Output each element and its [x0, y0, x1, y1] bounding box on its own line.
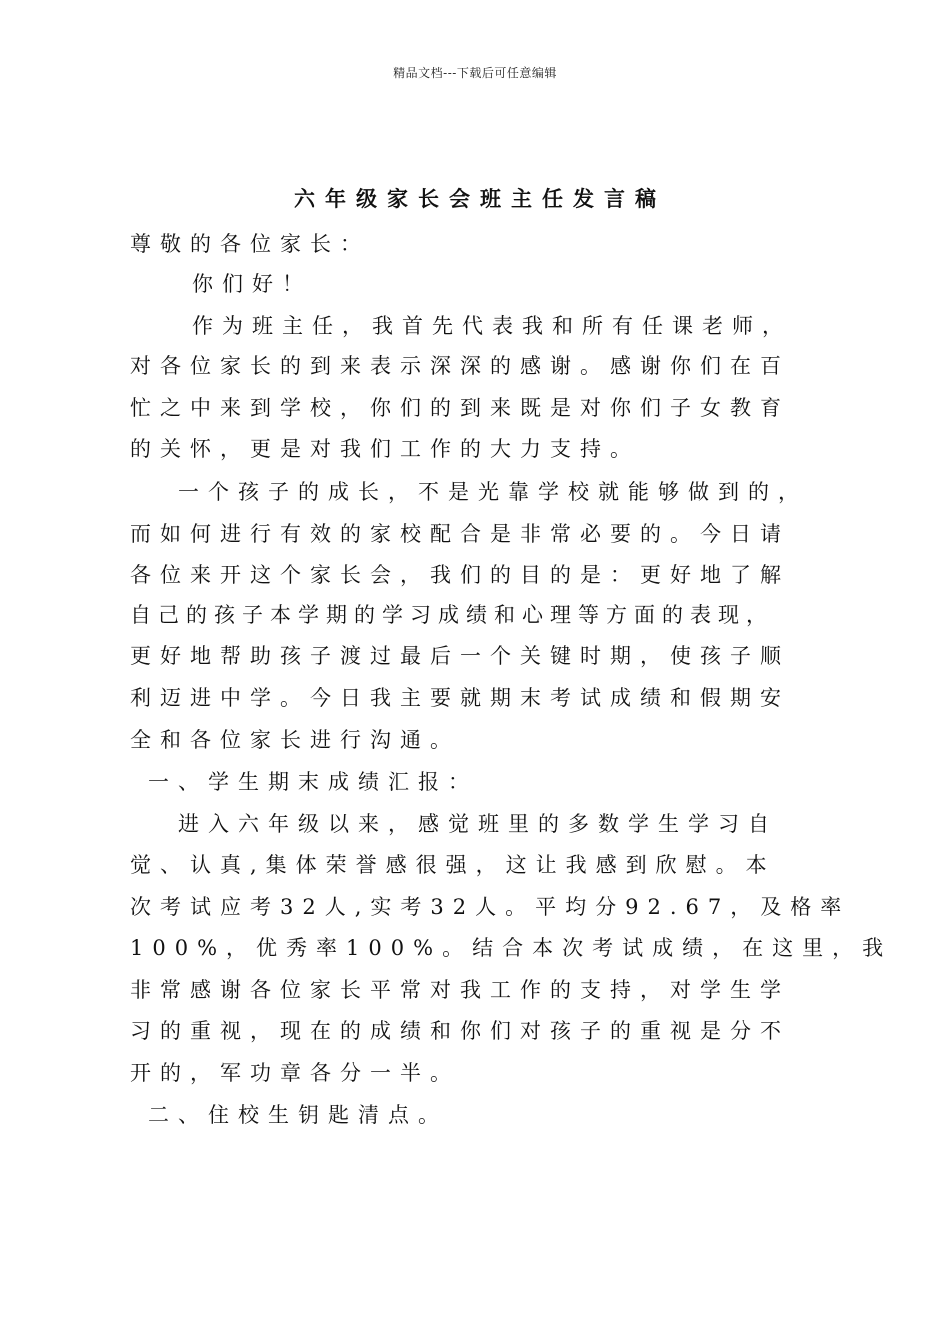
paragraph-line: 作为班主任，我首先代表我和所有任课老师， [192, 314, 792, 338]
paragraph-line: 的关怀，更是对我们工作的大力支持。 [130, 437, 640, 461]
paragraph-line: 利迈进中学。今日我主要就期末考试成绩和假期安 [130, 686, 790, 710]
paragraph-line: 进入六年级以来，感觉班里的多数学生学习自 [178, 812, 778, 836]
salutation: 尊敬的各位家长： [130, 232, 370, 256]
section-heading: 一、学生期末成绩汇报： [148, 770, 478, 794]
section-heading: 二、住校生钥匙清点。 [148, 1103, 448, 1127]
greeting: 你们好！ [192, 272, 312, 296]
paragraph-line: 习的重视，现在的成绩和你们对孩子的重视是分不 [130, 1019, 790, 1043]
paragraph-line: 忙之中来到学校，你们的到来既是对你们子女教育 [130, 396, 790, 420]
document-title: 六年级家长会班主任发言稿 [294, 186, 666, 211]
paragraph-line: 全和各位家长进行沟通。 [130, 728, 460, 752]
paragraph-line: 而如何进行有效的家校配合是非常必要的。今日请 [130, 522, 790, 546]
paragraph-line: 次考试应考32人,实考32人。平均分92.67，及格率 [130, 895, 851, 919]
paragraph-line: 更好地帮助孩子渡过最后一个关键时期，使孩子顺 [130, 644, 790, 668]
paragraph-line: 非常感谢各位家长平常对我工作的支持，对学生学 [130, 978, 790, 1002]
paragraph-line: 觉、认真,集体荣誉感很强，这让我感到欣慰。本 [130, 853, 776, 877]
page-header: 精品文档---下载后可任意编辑 [393, 66, 557, 80]
paragraph-line: 对各位家长的到来表示深深的感谢。感谢你们在百 [130, 354, 790, 378]
paragraph-line: 100%，优秀率100%。结合本次考试成绩，在这里，我 [130, 936, 893, 960]
paragraph-line: 各位来开这个家长会，我们的目的是：更好地了解 [130, 563, 790, 587]
paragraph-line: 一个孩子的成长，不是光靠学校就能够做到的， [178, 480, 808, 504]
paragraph-line: 开的，军功章各分一半。 [130, 1061, 460, 1085]
paragraph-line: 自己的孩子本学期的学习成绩和心理等方面的表现， [130, 603, 774, 627]
